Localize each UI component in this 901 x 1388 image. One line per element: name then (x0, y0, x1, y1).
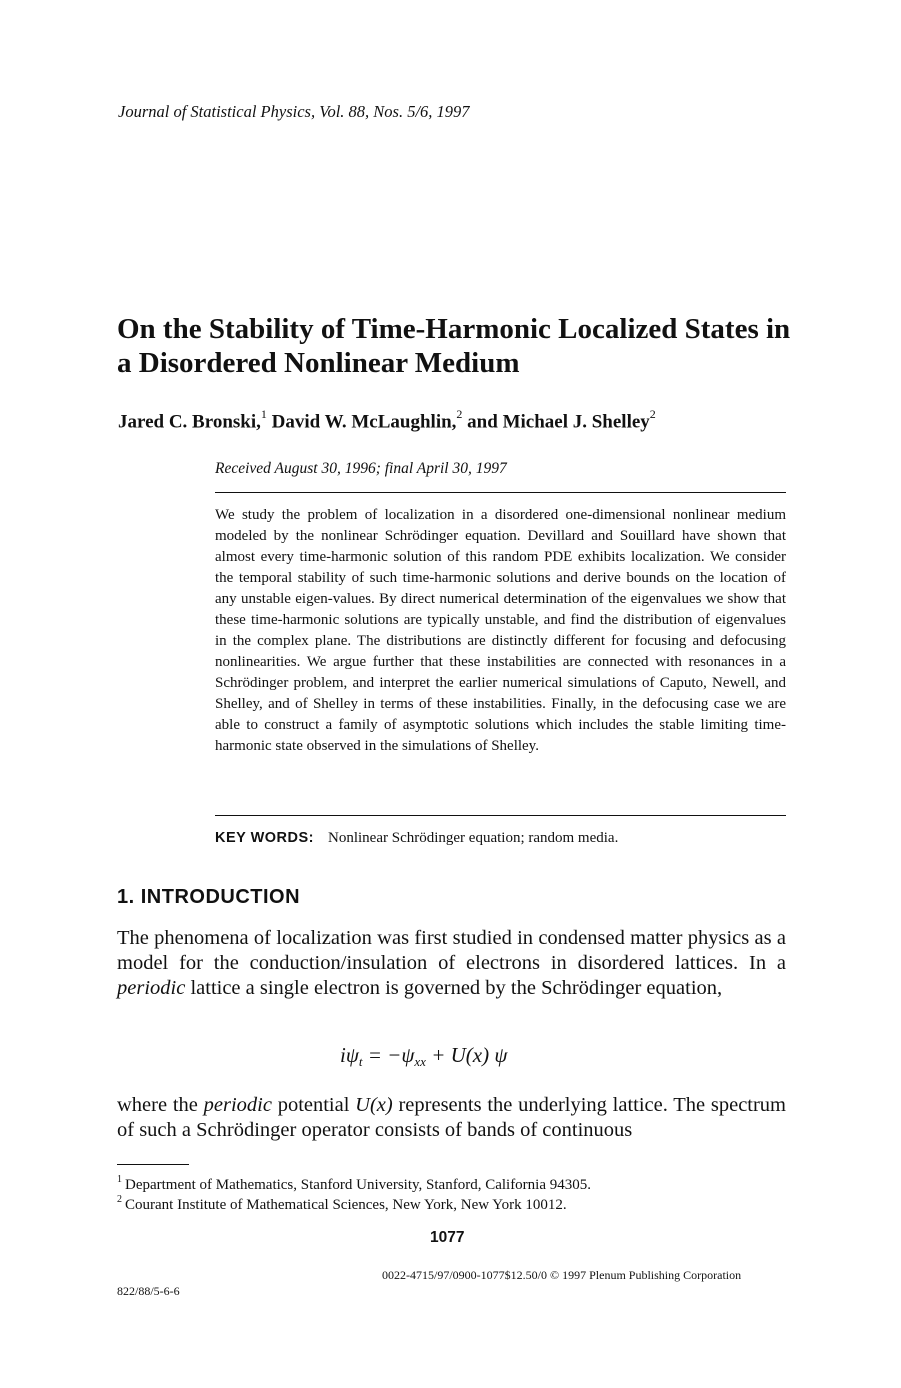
footnote-1 (117, 1175, 591, 1194)
eq-potential: + U(x) ψ (425, 1043, 508, 1067)
footnote-2 (117, 1195, 567, 1214)
abstract-bottom-rule (215, 815, 786, 816)
affiliation-mark-1: 1 (260, 407, 267, 421)
abstract-top-rule (215, 492, 786, 493)
eq-equals: = −ψ (362, 1043, 415, 1067)
abstract: We study the problem of localization in a disordered one-dimensional nonlinear medium modeled by the nonlinear Schrödinger equation. Devillard and Souillard have shown that almost every time-harmonic solution of this random PDE exhibits localization. We consider the temporal stability of such time-harmonic solutions and derive bounds on the location of any unstable eigen-values. By direct numerical determination of the eigenvalues we show that these time-harmonic solutions are typically unstable, and find the distribution of eigenvalues in the complex plane. The distributions are distinctly different for focusing and defocusing nonlinearities. We argue further that these instabilities are connected with resonances in a Schrödinger problem, and interpret the earlier numerical simulations of Caputo, Newell, and Shelley, and of Shelley in terms of these instabilities. Finally, in the defocusing case we are able to construct a family of asymptotic solutions which includes the stable limiting time-harmonic state observed in the simulations of Shelley. (215, 507, 786, 754)
p1-emphasis: periodic (117, 977, 186, 999)
schrodinger-equation (340, 1043, 507, 1070)
footnote-1-mark: 1 (117, 1174, 122, 1185)
journal-citation: Journal of Statistical Physics, Vol. 88, Nos. 5/6, 1997 (118, 102, 470, 121)
footnote-rule (117, 1164, 189, 1165)
author-list (118, 409, 656, 433)
eq-subscript: xx (414, 1054, 426, 1069)
author-2: David W. McLaughlin, (271, 411, 457, 433)
copyright-line: 0022-4715/97/0900-1077$12.50/0 © 1997 Plenum Publishing Corporation (382, 1268, 742, 1282)
affiliation-mark-2: 2 (456, 407, 463, 421)
paper-title: On the Stability of Time-Harmonic Localized States in a Disordered Nonlinear Medium (117, 313, 791, 379)
affiliation-mark-3: 2 (649, 407, 656, 421)
received-dates: Received August 30, 1996; final April 30, 1997 (215, 460, 507, 477)
p2-text-c: represents the underlying lattice. The spectrum of such a Schrödinger operator consists of bands of continuous (117, 1094, 787, 1141)
footnote-2-text: Courant Institute of Mathematical Sciences, New York, New York 10012. (125, 1197, 567, 1213)
author-1: Jared C. Bronski, (118, 411, 261, 433)
intro-paragraph-2 (117, 1093, 786, 1143)
author-3: Michael J. Shelley (502, 411, 650, 433)
section-heading: 1. INTRODUCTION (117, 886, 301, 908)
author-conjunction: and (467, 411, 498, 433)
p2-text-a: where the (117, 1094, 204, 1116)
footnote-1-text: Department of Mathematics, Stanford University, Stanford, California 94305. (125, 1177, 592, 1193)
keywords (215, 830, 618, 847)
p2-variable: U(x) (355, 1094, 393, 1116)
eq-lhs-subscript: t (358, 1054, 363, 1069)
p2-text-b: potential (271, 1094, 356, 1116)
footnote-2-mark: 2 (117, 1194, 122, 1205)
document-code: 822/88/5-6-6 (117, 1284, 180, 1298)
keywords-text: Nonlinear Schrödinger equation; random media. (328, 830, 619, 846)
eq-lhs: iψ (340, 1043, 359, 1067)
page-number: 1077 (430, 1229, 465, 1246)
p1-text-b: lattice a single electron is governed by the Schrödinger equation, (185, 977, 723, 999)
p1-text-a: The phenomena of localization was first studied in condensed matter physics as a model for the conduction/insulation of electrons in disordered lattices. In a (117, 927, 786, 974)
intro-paragraph-1 (117, 926, 786, 1001)
p2-emphasis: periodic (203, 1094, 272, 1116)
keywords-label: KEY WORDS: (215, 830, 314, 846)
